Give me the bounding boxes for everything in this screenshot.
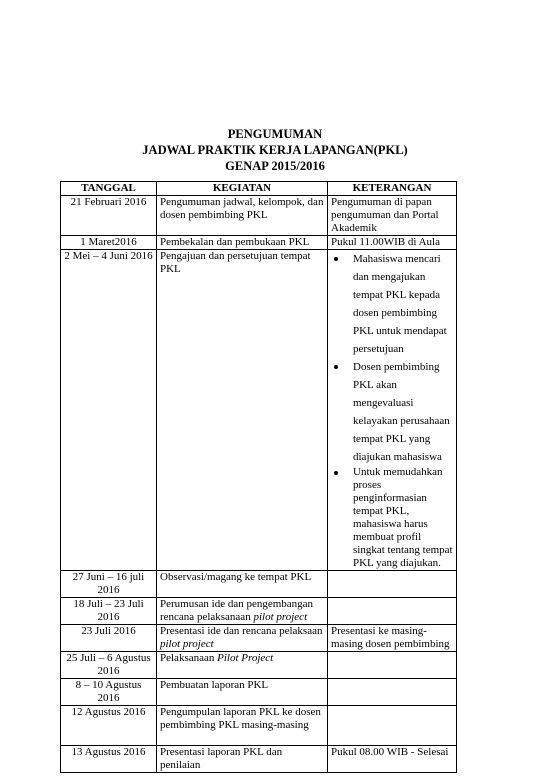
list-item: Untuk memudahkan proses penginformasian tempat PKL, mahasiswa harus membuat profil singkat tentang tempat PKL yang diajukan. xyxy=(353,466,453,569)
row-activity: Pengumpulan laporan PKL ke dosen pembimbing PKL masing-masing xyxy=(157,706,328,746)
activity-italic-text: pilot project xyxy=(253,611,308,623)
list-item: Dosen pembimbing PKL akan mengevaluasi kelayakan perusahaan tempat PKL yang diajukan mahasiswa xyxy=(353,358,453,466)
row-note xyxy=(328,652,457,679)
schedule-table xyxy=(60,181,457,773)
row-activity: Pembuatan laporan PKL xyxy=(157,679,328,706)
activity-italic-text: Pilot Project xyxy=(217,652,274,664)
row-note xyxy=(328,571,457,598)
row-activity xyxy=(157,652,328,679)
row-activity: Pengumuman jadwal, kelompok, dan dosen pembimbing PKL xyxy=(157,196,328,236)
table-row xyxy=(61,196,457,236)
row-note: Pengumuman di papan pengumuman dan Portal Akademik xyxy=(328,196,457,236)
row-date: 21 Februari 2016 xyxy=(61,196,157,236)
row-date: 12 Agustus 2016 xyxy=(61,706,157,746)
table-row xyxy=(61,625,457,652)
column-header-date: TANGGAL xyxy=(61,182,157,196)
row-note: Pukul 08.00 WIB - Selesai xyxy=(328,746,457,773)
table-row xyxy=(61,679,457,706)
table-row xyxy=(61,236,457,250)
activity-text: Presentasi ide dan rencana pelaksaan xyxy=(160,625,323,637)
activity-text: Pelaksanaan xyxy=(160,652,218,664)
table-row xyxy=(61,571,457,598)
row-activity xyxy=(157,625,328,652)
row-note xyxy=(328,706,457,746)
row-note: Pukul 11.00WIB di Aula xyxy=(328,236,457,250)
row-activity: Presentasi laporan PKL dan penilaian xyxy=(157,746,328,773)
row-date: 2 Mei – 4 Juni 2016 xyxy=(61,250,157,571)
row-date: 13 Agustus 2016 xyxy=(61,746,157,773)
row-note xyxy=(328,679,457,706)
table-row xyxy=(61,706,457,746)
schedule-title: JADWAL PRAKTIK KERJA LAPANGAN(PKL) xyxy=(142,143,408,157)
row-note: Presentasi ke masing-masing dosen pembimbing xyxy=(328,625,457,652)
column-header-activity: KEGIATAN xyxy=(157,182,328,196)
row-activity: Pengajuan dan persetujuan tempat PKL xyxy=(157,250,328,571)
table-row xyxy=(61,598,457,625)
table-row xyxy=(61,250,457,571)
announcement-title: PENGUMUMAN xyxy=(227,127,323,141)
row-date: 23 Juli 2016 xyxy=(61,625,157,652)
row-activity: Pembekalan dan pembukaan PKL xyxy=(157,236,328,250)
row-date: 8 – 10 Agustus 2016 xyxy=(61,679,157,706)
table-header-row xyxy=(61,182,457,196)
note-bullet-list xyxy=(331,250,453,570)
column-header-note: KETERANGAN xyxy=(328,182,457,196)
table-row xyxy=(61,746,457,773)
semester-title: GENAP 2015/2016 xyxy=(225,159,325,173)
row-note xyxy=(328,598,457,625)
row-activity: Observasi/magang ke tempat PKL xyxy=(157,571,328,598)
row-date: 27 Juni – 16 juli 2016 xyxy=(61,571,157,598)
row-date: 25 Juli – 6 Agustus 2016 xyxy=(61,652,157,679)
activity-text: Perumusan ide dan pengembangan rencana pelaksanaan xyxy=(160,598,314,623)
row-activity xyxy=(157,598,328,625)
activity-italic-text: pilot project xyxy=(160,638,214,650)
table-row xyxy=(61,652,457,679)
list-item: Mahasiswa mencari dan mengajukan tempat PKL kepada dosen pembimbing PKL untuk mendapat persetujuan xyxy=(353,250,453,358)
row-date: 18 Juli – 23 Juli 2016 xyxy=(61,598,157,625)
row-note xyxy=(328,250,457,571)
row-date: 1 Maret2016 xyxy=(61,236,157,250)
